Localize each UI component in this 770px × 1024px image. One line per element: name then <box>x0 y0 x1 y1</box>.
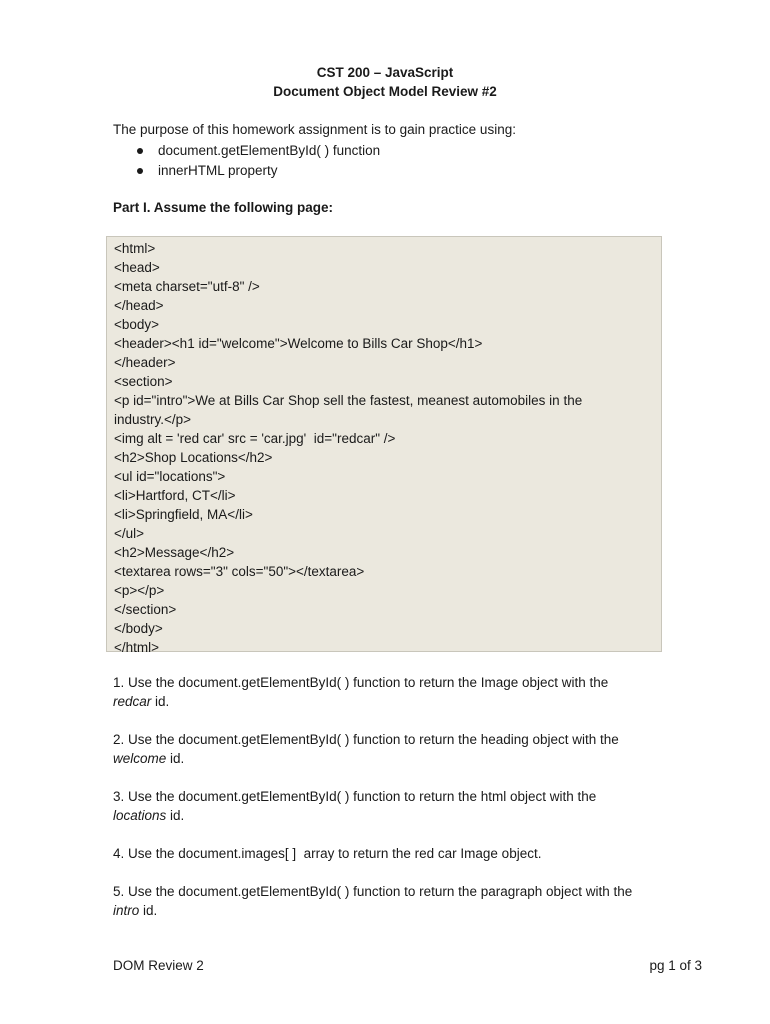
code-line: <header><h1 id="welcome">Welcome to Bills Car Shop</h1> <box>114 336 483 351</box>
bullet-text: innerHTML property <box>158 163 278 178</box>
code-line: <textarea rows="3" cols="50"></textarea> <box>114 564 365 579</box>
intro-text: The purpose of this homework assignment is to gain practice using: <box>113 122 516 137</box>
code-line: <li>Springfield, MA</li> <box>114 507 253 522</box>
code-line: </html> <box>114 640 160 655</box>
code-line: <html> <box>114 241 156 256</box>
code-line: </body> <box>114 621 163 636</box>
code-line: <h2>Message</h2> <box>114 545 235 560</box>
code-listing <box>106 236 662 655</box>
question-text: 2. Use the document.getElementById( ) function to return the heading object with the <box>113 732 619 747</box>
question-text: 5. Use the document.getElementById( ) function to return the paragraph object with the <box>113 884 633 899</box>
bullet-item <box>113 161 380 181</box>
code-line: <body> <box>114 317 160 332</box>
code-line: industry.</p> <box>114 412 192 427</box>
question-text: 1. Use the document.getElementById( ) function to return the Image object with the <box>113 675 609 690</box>
question-id-term: redcar <box>113 694 152 709</box>
question-5 <box>113 882 632 920</box>
code-line: <h2>Shop Locations</h2> <box>114 450 273 465</box>
document-title: CST 200 – JavaScript <box>316 65 454 80</box>
question-id-term: welcome <box>113 751 167 766</box>
code-line: <img alt = 'red car' src = 'car.jpg' id="redcar" /> <box>114 431 396 446</box>
question-text: 4. Use the document.images[ ] array to return the red car Image object. <box>113 846 542 861</box>
bullet-text: document.getElementById( ) function <box>158 143 381 158</box>
footer-document-name: DOM Review 2 <box>113 958 204 973</box>
code-line: </section> <box>114 602 177 617</box>
question-text: 3. Use the document.getElementById( ) function to return the html object with the <box>113 789 597 804</box>
code-line: </head> <box>114 298 164 313</box>
question-suffix: id. <box>166 751 185 766</box>
code-line: <meta charset="utf-8" /> <box>114 279 260 294</box>
part-one-heading: Part I. Assume the following page: <box>113 200 334 215</box>
bullet-icon <box>137 168 143 174</box>
code-line: <section> <box>114 374 173 389</box>
question-suffix: id. <box>139 903 158 918</box>
question-2 <box>113 730 619 768</box>
bullet-icon <box>137 148 143 154</box>
code-line: <ul id="locations"> <box>114 469 226 484</box>
code-line: <p id="intro">We at Bills Car Shop sell the fastest, meanest automobiles in the <box>114 393 583 408</box>
code-line: <head> <box>114 260 160 275</box>
code-line: </header> <box>114 355 176 370</box>
code-line: <p></p> <box>114 583 165 598</box>
question-suffix: id. <box>151 694 170 709</box>
document-subtitle: Document Object Model Review #2 <box>273 84 497 99</box>
question-id-term: locations <box>113 808 167 823</box>
question-1 <box>113 673 608 711</box>
bullet-item <box>113 141 380 161</box>
question-4 <box>113 844 541 863</box>
question-3 <box>113 787 596 825</box>
code-line: </ul> <box>114 526 145 541</box>
question-suffix: id. <box>166 808 185 823</box>
bullet-list <box>113 141 380 181</box>
footer-page-number: pg 1 of 3 <box>649 958 702 973</box>
code-line: <li>Hartford, CT</li> <box>114 488 236 503</box>
question-id-term: intro <box>113 903 140 918</box>
